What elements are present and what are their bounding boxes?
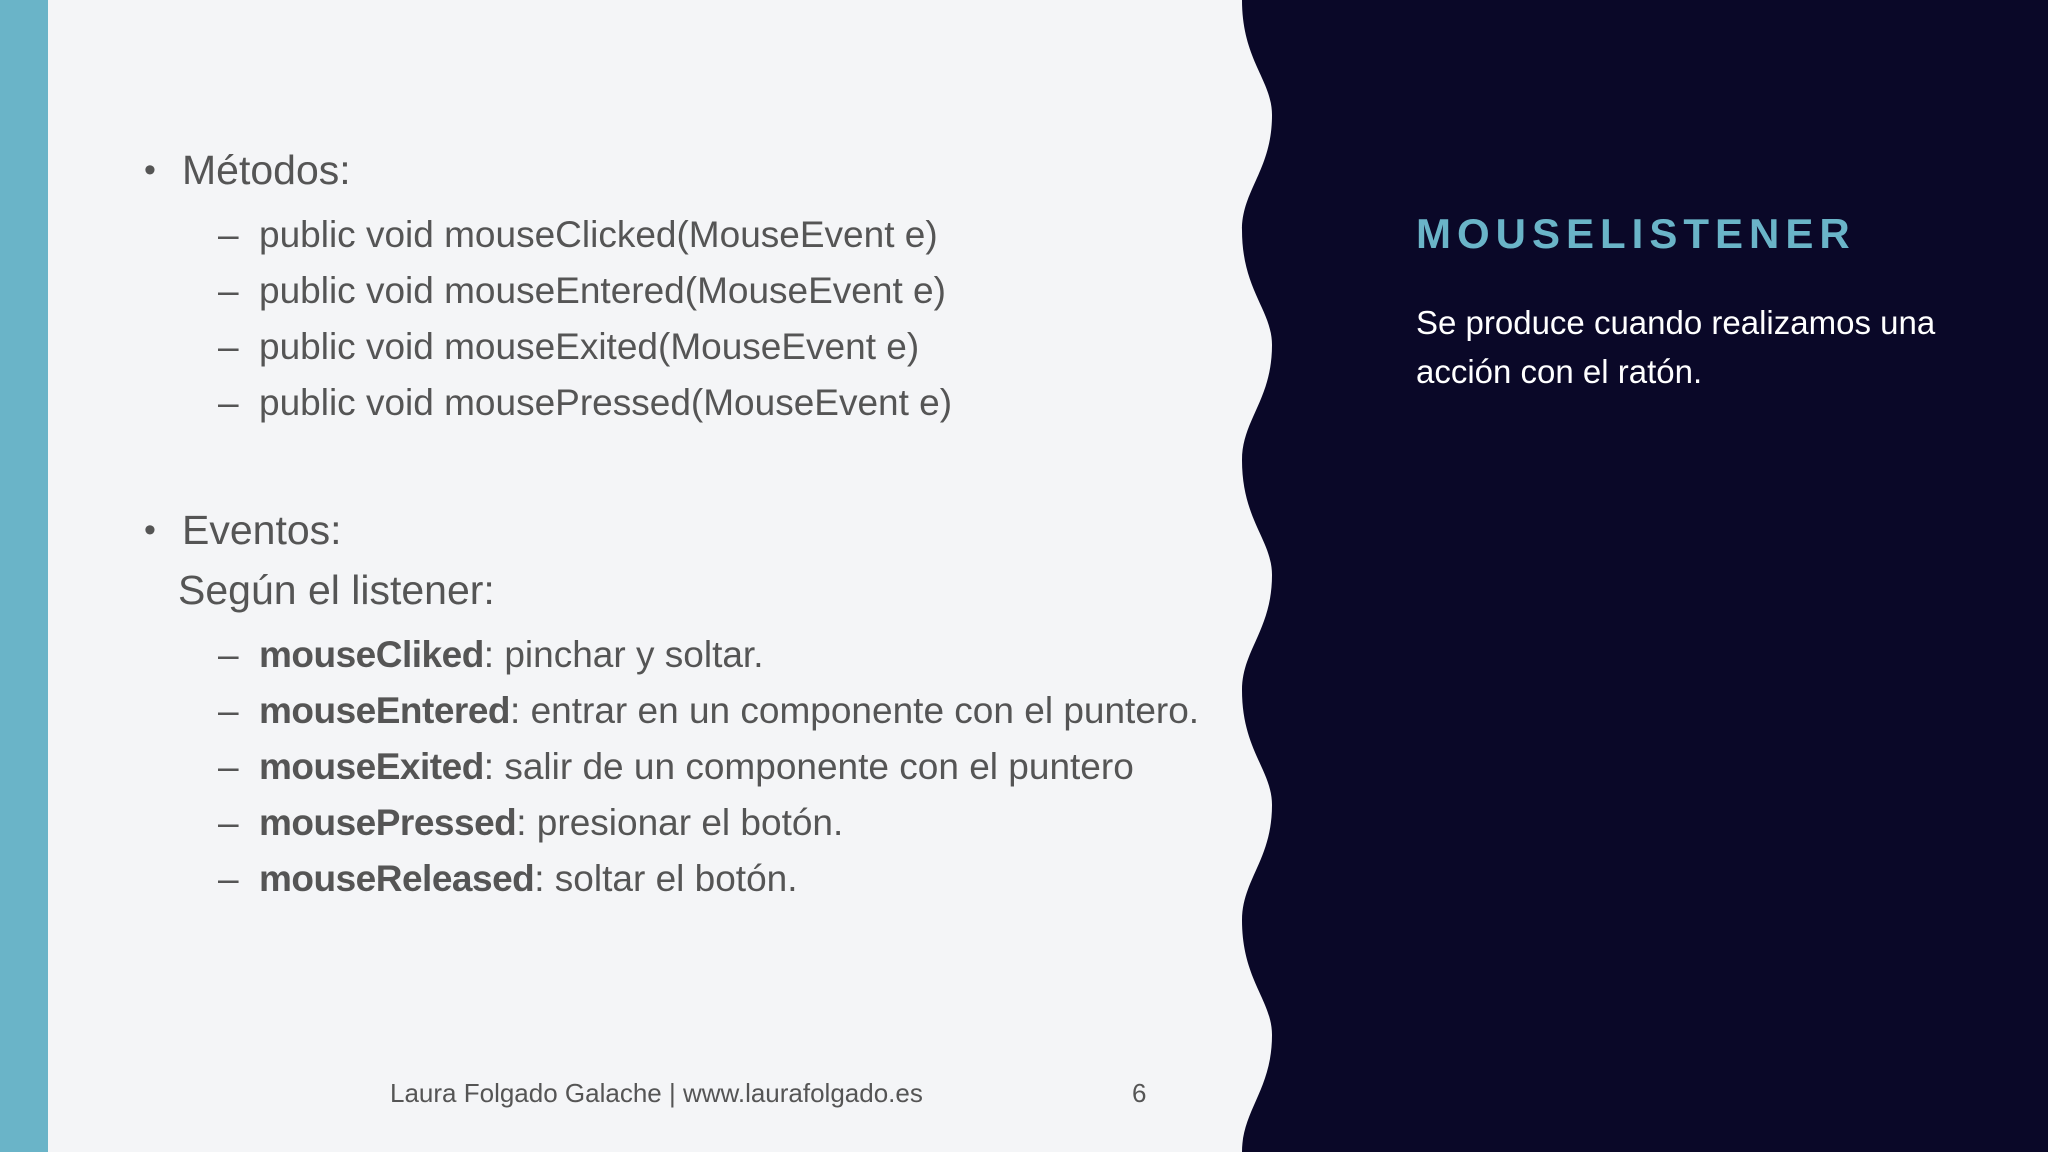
metodos-heading [140,140,1200,200]
list-item [140,326,1200,368]
list-item [140,858,1200,900]
dash-icon: – [218,634,239,675]
side-description: Se produce cuando realizamos una acción con el ratón. [1416,304,1936,390]
metodos-title: Métodos: [182,147,351,193]
dash-icon: – [218,690,239,731]
event-desc: : entrar en un componente con el puntero. [510,690,1200,731]
event-desc: : soltar el botón. [534,858,798,899]
event-term: mouseExited [259,746,484,787]
list-item [140,690,1200,732]
bullet-icon: • [144,151,156,189]
dash-icon: – [218,858,239,899]
bullet-icon: • [144,511,156,549]
method-text: public void mouseClicked(MouseEvent e) [259,214,938,255]
event-desc: : salir de un componente con el puntero [483,746,1134,787]
list-item [140,214,1200,256]
eventos-list [140,634,1200,900]
metodos-list [140,214,1200,424]
dash-icon: – [218,746,239,787]
event-term: mouseEntered [259,690,511,731]
method-text: public void mouseExited(MouseEvent e) [259,326,920,367]
list-item [140,746,1200,788]
slide-content [140,140,1200,914]
list-item [140,382,1200,424]
eventos-subtitle: Según el listener: [178,567,495,613]
dash-icon: – [218,326,239,367]
page-number: 6 [1132,1078,1147,1108]
spacer [140,438,1200,500]
event-term: mousePressed [259,802,517,843]
list-item [140,634,1200,676]
dash-icon: – [218,382,239,423]
method-text: public void mouseEntered(MouseEvent e) [259,270,946,311]
side-title: MOUSELISTENER [1416,210,1856,257]
event-term: mouseReleased [259,858,535,899]
dash-icon: – [218,802,239,843]
dash-icon: – [218,214,239,255]
list-item [140,802,1200,844]
list-item [140,270,1200,312]
event-term: mouseCliked [259,634,484,675]
slide-footer: Laura Folgado Galache | www.laurafolgado.es [390,1078,923,1108]
event-desc: : presionar el botón. [516,802,844,843]
method-text: public void mousePressed(MouseEvent e) [259,382,953,423]
dash-icon: – [218,270,239,311]
event-desc: : pinchar y soltar. [483,634,764,675]
eventos-title: Eventos: [182,507,342,553]
eventos-heading [140,500,1200,560]
